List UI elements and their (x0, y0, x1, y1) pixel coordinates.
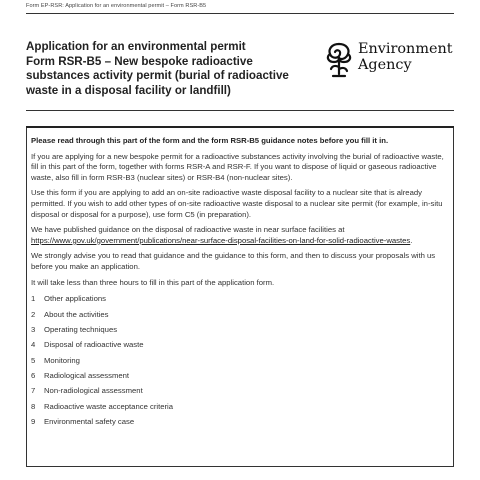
rose-emblem-icon (322, 40, 356, 80)
header-divider (26, 13, 454, 14)
instructions-paragraph-1: If you are applying for a new bespoke permit for a radioactive substances activity involving the burial of radioactive waste, fill in this part of the form, together with forms RSR-A and RSR-F. If you want to dispose of liquid or gaseous radioactive waste, also fill in form RSR-B3 (nuclear sites) or RSR-B4 (non-nuclear sites). (31, 151, 444, 182)
title-line-1: Application for an environmental permit (26, 40, 246, 53)
list-item (31, 417, 449, 432)
section-number: 1 (31, 294, 36, 304)
section-number: 7 (31, 386, 36, 396)
instructions-paragraph-2: Use this form if you are applying to add an on-site radioactive waste disposal facility to a nuclear site that is already permitted. If you wish to add other types of on-site radioactive waste disposal to a nuclear site permit (for example, in-situ disposal or disposal for a purpose), use form C5 (in preparation). (31, 188, 443, 219)
guidance-link[interactable]: https://www.gov.uk/government/publications/near-surface-disposal-facilities-on-land-for-solid-radioactive-wastes (31, 235, 411, 245)
section-label: Non-radiological assessment (44, 386, 143, 396)
section-number: 3 (31, 324, 36, 334)
instructions-paragraph-5: It will take less than three hours to fill in this part of the application form. (31, 277, 275, 287)
title-line-3: substances activity permit (burial of radioactive (26, 69, 289, 83)
instructions-lead: Please read through this part of the form and the form RSR-B5 guidance notes before you fill it in. (31, 136, 389, 145)
guidance-text: We have published guidance on the disposal of radioactive waste in near surface facilities at (31, 225, 345, 235)
logo-wordmark (358, 41, 453, 73)
section-label: Radiological assessment (44, 371, 130, 381)
logo-word-environment: Environment (358, 41, 453, 57)
list-item (31, 325, 449, 340)
section-number: 6 (31, 371, 36, 381)
list-item (31, 371, 449, 386)
list-item (31, 294, 449, 309)
instructions-paragraph-3 (31, 225, 449, 246)
list-item (31, 386, 449, 401)
section-number: 4 (31, 340, 36, 350)
section-label: Disposal of radioactive waste (44, 340, 144, 350)
guidance-text-end: . (410, 235, 413, 245)
section-number: 5 (31, 355, 36, 365)
section-label: Radioactive waste acceptance criteria (44, 401, 174, 411)
section-number: 8 (31, 401, 36, 411)
section-number: 9 (31, 417, 36, 427)
instructions-paragraph-4: We strongly advise you to read that guidance and the guidance to this form, and then to discuss your proposals with us before you make an application. (31, 251, 436, 271)
list-item (31, 340, 449, 355)
list-item (31, 402, 449, 417)
section-label: Environmental safety case (44, 417, 135, 427)
section-list (31, 294, 449, 433)
section-label: Other applications (44, 294, 106, 304)
page-title (26, 40, 316, 98)
form-reference-header: Form EP-RSR: Application for an environmental permit – Form RSR-B5 (26, 3, 207, 9)
section-label: About the activities (44, 309, 109, 319)
instructions-content (31, 136, 449, 433)
section-label: Operating techniques (44, 324, 118, 334)
section-label: Monitoring (44, 355, 80, 365)
section-number: 2 (31, 309, 36, 319)
list-item (31, 356, 449, 371)
title-divider (26, 110, 454, 111)
title-line-2: Form RSR-B5 – New bespoke radioactive (26, 54, 253, 68)
title-line-4: waste in a disposal facility or landfill) (26, 83, 231, 97)
list-item (31, 310, 449, 325)
logo-word-agency: Agency (358, 57, 412, 73)
environment-agency-logo (322, 40, 458, 80)
